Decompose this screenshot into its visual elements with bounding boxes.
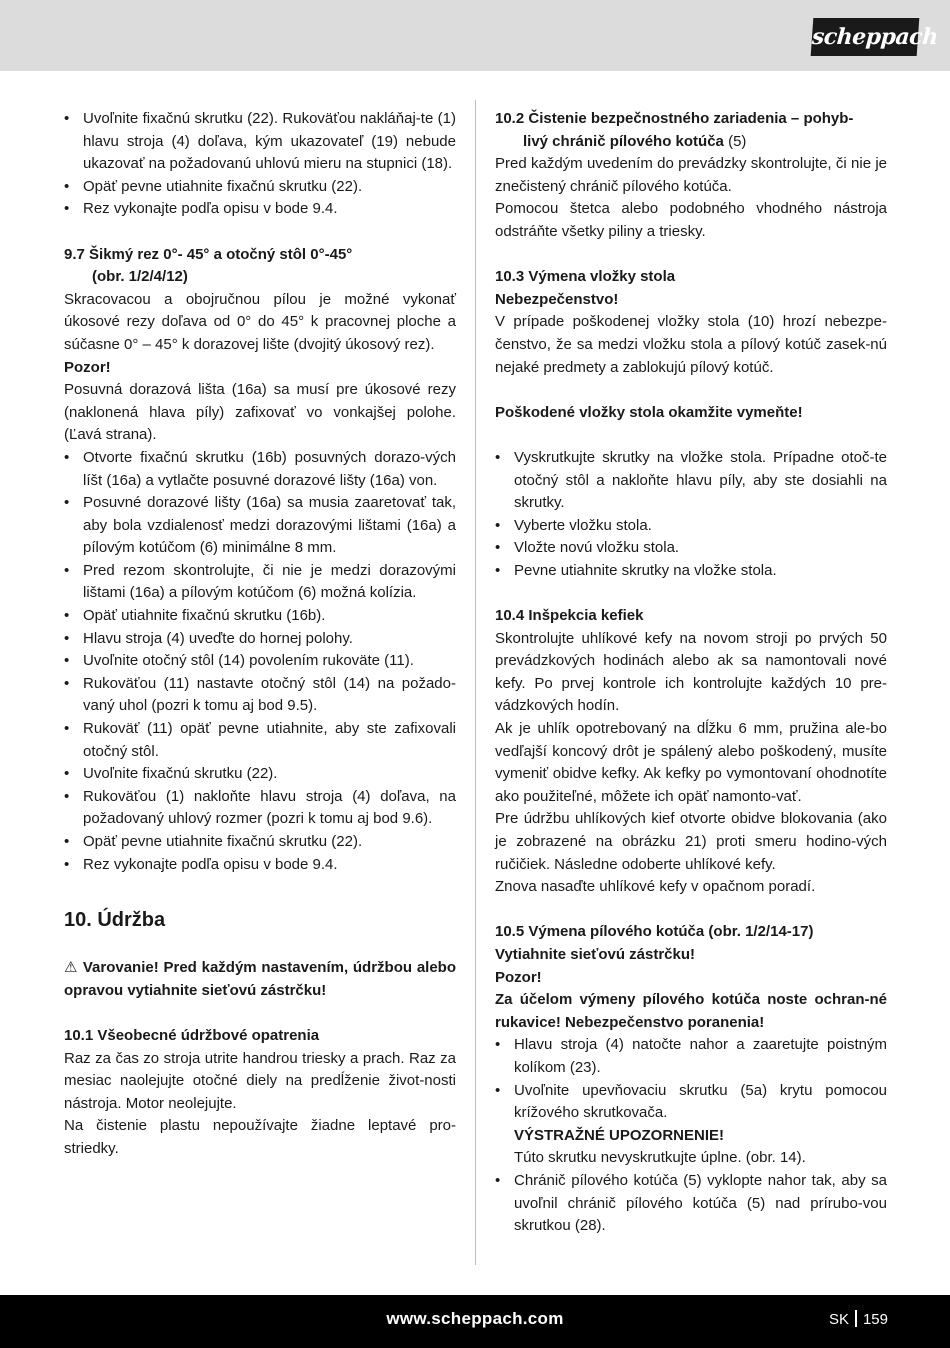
list-item: • Opäť pevne utiahnite fixačnú skrutku (22). [64, 831, 456, 854]
list-item: • Uvoľnite upevňovaciu skrutku (5a) krytu pomocou krížového skrutkovača. VÝSTRAŽNÉ UPOZORNENIE! Túto skrutku nevyskrutkujte úplne. (obr. 14). [495, 1080, 887, 1170]
list-item: • Chránič pílového kotúča (5) vyklopte nahor tak, aby sa uvoľnil chránič pílového kotúča (5) nad prírubo-vou skrutkou (28). [495, 1170, 887, 1238]
page-header [0, 0, 950, 71]
list-item: • Rukoväťou (1) nakloňte hlavu stroja (4) doľava, na požadovaný uhlový rozmer (pozri k tomu aj bod 9.6). [64, 786, 456, 831]
list-item: • Posuvné dorazové lišty (16a) sa musia zaaretovať tak, aby bola vzdialenosť medzi dorazovými lištami (16a) a pílovým kotúčom (6) minimálne 8 mm. [64, 492, 456, 560]
section-10-title: 10. Údržba [64, 909, 166, 932]
section-9-7-list [64, 447, 456, 876]
section-10-3-list [495, 447, 887, 583]
intro-list [64, 108, 456, 221]
paragraph: Skontrolujte uhlíkové kefy na novom stroji po prvých 50 prevádzkových hodinách alebo ak sa namontovali nové kefy. Po prvej kontrole ich kontrolujte každých 10 pre-vádzkových hodín. [495, 629, 887, 715]
scheppach-logo: scheppach [811, 18, 920, 56]
section-10-5-title: 10.5 Výmena pílového kotúča (obr. 1/2/14-17) [495, 923, 814, 941]
paragraph: V prípade poškodenej vložky stola (10) hrozí nebezpe-čenstvo, že sa medzi vložku stola a pílový kotúč zasek-nú nejaké predmety a zablokujú pílový kotúč. [495, 313, 887, 376]
list-item: • Otvorte fixačnú skrutku (16b) posuvných dorazo-vých líšt (16a) a vytlačte posuvné dorazové lišty (16a) von. [64, 447, 456, 492]
page-number: SK 159 [828, 1311, 888, 1328]
maintenance-warning: ⚠ Varovanie! Pred každým nastavením, údržbou alebo opravou vytiahnite sieťovú zástrčku! [64, 959, 456, 999]
paragraph: Na čistenie plastu nepoužívajte žiadne leptavé pro-striedky. [64, 1117, 456, 1157]
right-column [495, 108, 887, 1238]
list-item: • Rez vykonajte podľa opisu v bode 9.4. [64, 854, 456, 877]
section-10-1-title: 10.1 Všeobecné údržbové opatrenia [64, 1026, 320, 1044]
section-10-2-title: 10.2 Čistenie bezpečnostného zariadenia – pohyb- livý chránič pílového kotúča (5) [495, 110, 854, 150]
danger-label: Nebezpečenstvo! [495, 290, 619, 308]
list-item: • Opäť utiahnite fixačnú skrutku (16b). [64, 605, 456, 628]
section-9-7-title: 9.7 Šikmý rez 0°- 45° a otočný stôl 0°-45° (obr. 1/2/4/12) [64, 245, 353, 286]
notice-label: Poškodené vložky stola okamžite vymeňte! [495, 403, 803, 421]
paragraph: Pred každým uvedením do prevádzky skontrolujte, či nie je znečistený chránič pílového kotúča. [495, 155, 887, 195]
list-item: • Pred rezom skontrolujte, či nie je medzi dorazovými lištami (16a) a pílovým kotúčom (6) možná kolízia. [64, 560, 456, 605]
list-item: • Vyberte vložku stola. [495, 515, 887, 538]
list-item: • Rukoväť (11) opäť pevne utiahnite, aby ste zafixovali otočný stôl. [64, 718, 456, 763]
list-item: • Rukoväťou (11) nastavte otočný stôl (14) na požado-vaný uhol (pozri k tomu aj bod 9.5). [64, 673, 456, 718]
list-item: • Rez vykonajte podľa opisu v bode 9.4. [64, 198, 456, 221]
paragraph: Ak je uhlík opotrebovaný na dĺžku 6 mm, pružina ale-bo vedľajší koncový drôt je spálený alebo poškodený, musíte vymeniť obidve kefky. Ak kefky po vymontovaní ohodnotíte ako použiteľné, môžete ich opäť namonto-vať. [495, 720, 887, 805]
list-item: • Hlavu stroja (4) uveďte do hornej polohy. [64, 628, 456, 651]
page-footer [0, 1295, 950, 1348]
section-10-5-list [495, 1034, 887, 1237]
section-10-4-title: 10.4 Inšpekcia kefiek [495, 607, 644, 625]
paragraph: Pomocou štetca alebo podobného vhodného nástroja odstráňte všetky piliny a triesky. [495, 200, 887, 240]
list-item: • Uvoľnite fixačnú skrutku (22). [64, 763, 456, 786]
unplug-label: Vytiahnite sieťovú zástrčku! [495, 945, 696, 963]
list-item: • Pevne utiahnite skrutky na vložke stola. [495, 560, 887, 583]
paragraph: Znova nasaďte uhlíkové kefy v opačnom poradí. [495, 878, 816, 896]
paragraph: Pre údržbu uhlíkových kief otvorte obidve blokovania (ako je zobrazené na obrázku 21) proti smeru hodino-vých ručičiek. Následne odoberte uhlíkové kefy. [495, 810, 887, 873]
list-item: • Vyskrutkujte skrutky na vložke stola. Prípadne otoč-te otočný stôl a nakloňte hlavu píly, aby ste dosiahli na skrutky. [495, 447, 887, 515]
warning-icon: ⚠ [64, 959, 79, 977]
warning-label: VÝSTRAŽNÉ UPOZORNENIE! [514, 1126, 725, 1144]
list-item: • Vložte novú vložku stola. [495, 537, 887, 560]
paragraph: Posuvná dorazová lišta (16a) sa musí pre úkosové rezy (naklonená hlava píly) zafixovať vo vonkajšej polohe. (Ľavá strana). [64, 381, 456, 444]
list-item: • Hlavu stroja (4) natočte nahor a zaaretujte poistným kolíkom (23). [495, 1034, 887, 1079]
list-item: • Uvoľnite otočný stôl (14) povolením rukoväte (11). [64, 650, 456, 673]
section-10-3-title: 10.3 Výmena vložky stola [495, 268, 676, 286]
column-divider [475, 100, 476, 1265]
left-column [64, 108, 456, 1161]
gloves-warning: Za účelom výmeny pílového kotúča noste ochran-né rukavice! Nebezpečenstvo poranenia! [495, 991, 887, 1031]
list-item: • Uvoľnite fixačnú skrutku (22). Rukoväťou nakláňaj-te (1) hlavu stroja (4) doľava, kým ukazovateľ (19) nebude ukazovať na požadovanú uhlovú mieru na stupnici (18). [64, 108, 456, 176]
website-url: www.scheppach.com [386, 1309, 564, 1328]
caution-label: Pozor! [495, 968, 542, 986]
paragraph: Skracovacou a obojručnou pílou je možné vykonať úkosové rezy doľava od 0° do 45° k pracovnej ploche a súčasne 0° – 45° k dorazovej lište (dvojitý úkosový rez). [64, 290, 456, 353]
paragraph: Raz za čas zo stroja utrite handrou triesky a prach. Raz za mesiac naolejujte otočné diely na predĺženie život-nosti nástroja. Motor neolejujte. [64, 1049, 456, 1112]
caution-label: Pozor! [64, 358, 111, 376]
list-item: • Opäť pevne utiahnite fixačnú skrutku (22). [64, 176, 456, 199]
